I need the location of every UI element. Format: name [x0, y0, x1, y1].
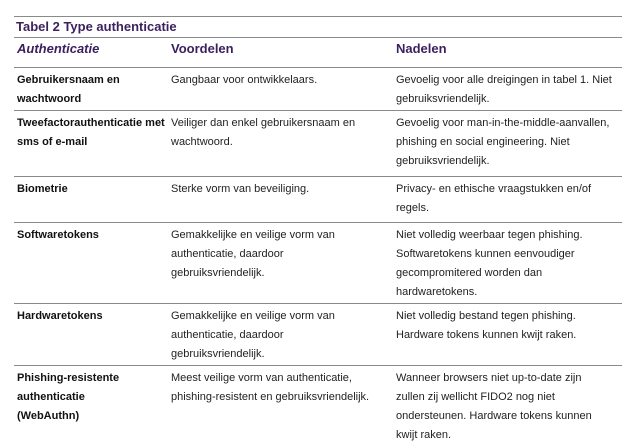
- cell-type: Biometrie: [17, 183, 68, 195]
- cell-cons: Niet volledig weerbaar tegen phishing. Softwaretokens kunnen eenvoudiger gecompromitered worden dan hardwaretokens.: [396, 229, 583, 298]
- cell-cons: Privacy- en ethische vraagstukken en/of regels.: [396, 183, 592, 214]
- cell-cons: Wanneer browsers niet up-to-date zijn zullen zij wellicht FIDO2 nog niet ondersteunen. Hardware tokens kunnen kwijt raken.: [396, 372, 592, 441]
- cell-type: Softwaretokens: [17, 229, 99, 241]
- cell-type: Phishing-resistente authenticatie (WebAuthn): [17, 372, 120, 422]
- header-authenticatie: Authenticatie: [17, 41, 100, 56]
- cell-pros: Meest veilige vorm van authenticatie, phishing-resistent en gebruiksvriendelijk.: [171, 372, 370, 403]
- cell-pros: Gemakkelijke en veilige vorm van authenticatie, daardoor gebruiksvriendelijk.: [171, 310, 335, 360]
- row-rule: [14, 110, 622, 111]
- header-voordelen: Voordelen: [171, 41, 234, 56]
- cell-type: Gebruikersnaam en wachtwoord: [17, 74, 120, 105]
- row-rule: [14, 176, 622, 177]
- cell-pros: Sterke vorm van beveiliging.: [171, 183, 310, 195]
- cell-type: Hardwaretokens: [17, 310, 103, 322]
- row-rule: [14, 303, 622, 304]
- cell-cons: Gevoelig voor man-in-the-middle-aanvallen, phishing en social engineering. Niet gebruiksvriendelijk.: [396, 117, 610, 167]
- top-rule: [14, 16, 622, 17]
- cell-pros: Gemakkelijke en veilige vorm van authenticatie, daardoor gebruiksvriendelijk.: [171, 229, 335, 279]
- table-title: Tabel 2 Type authenticatie: [16, 19, 177, 34]
- cell-cons: Gevoelig voor alle dreigingen in tabel 1. Niet gebruiksvriendelijk.: [396, 74, 612, 105]
- cell-pros: Veiliger dan enkel gebruikersnaam en wachtwoord.: [171, 117, 356, 148]
- row-rule: [14, 365, 622, 366]
- header-rule: [14, 67, 622, 68]
- cell-type: Tweefactorauthenticatie met sms of e-mail: [17, 117, 165, 148]
- header-nadelen: Nadelen: [396, 41, 447, 56]
- title-rule: [14, 37, 622, 38]
- cell-pros: Gangbaar voor ontwikkelaars.: [171, 74, 318, 86]
- row-rule: [14, 222, 622, 223]
- cell-cons: Niet volledig bestand tegen phishing. Hardware tokens kunnen kwijt raken.: [396, 310, 577, 341]
